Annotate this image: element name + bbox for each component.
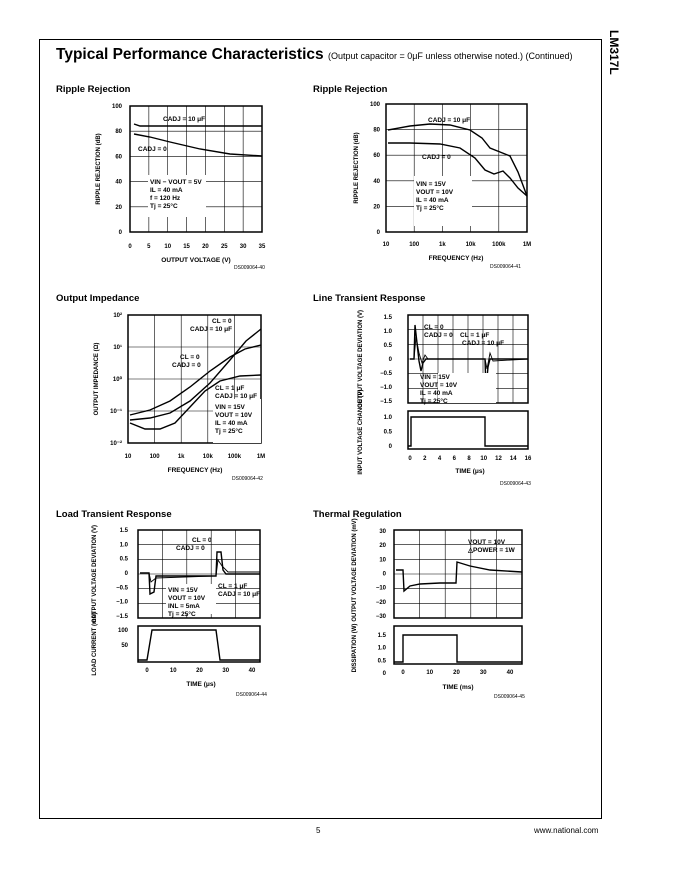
- y-axis-label: OUTPUT IMPEDANCE (Ω): [94, 342, 100, 416]
- annotation: △POWER = 1W: [468, 547, 515, 554]
- y-tick-label: 0: [376, 230, 380, 236]
- footer-url: www.national.com: [534, 826, 599, 835]
- annotation: Tj = 25°C: [215, 428, 243, 435]
- annotation: INL = 5mA: [168, 603, 200, 610]
- annotation: Tj = 25°C: [150, 203, 178, 210]
- y-tick-label: 1.5: [377, 633, 386, 639]
- annotation: CADJ = 0: [424, 332, 453, 339]
- x-tick-label: 35: [258, 244, 266, 250]
- x-tick-label: 14: [509, 456, 517, 462]
- y-tick-label: 0.5: [119, 556, 128, 563]
- figure-id: DS009064-41: [490, 264, 521, 270]
- annotation: VOUT = 10V: [468, 539, 506, 546]
- y-axis-label: OUTPUT VOLTAGE DEVIATION (V): [358, 310, 364, 408]
- page-number: 5: [316, 826, 321, 835]
- y-tick-label: 1.0: [383, 415, 392, 421]
- y-tick-label: 1.5: [119, 528, 128, 534]
- y-tick-label: 0.5: [383, 343, 392, 349]
- annotation: Tj = 25°C: [168, 611, 196, 618]
- annotation: IL = 40 mA: [150, 187, 183, 194]
- annotation: IL = 40 mA: [416, 197, 449, 204]
- y-tick-label: 1.0: [377, 645, 386, 652]
- thermal-regulation-chart: [310, 518, 550, 712]
- annotation: VIN − VOUT = 5V: [150, 179, 202, 186]
- y-tick-label: 100: [117, 628, 128, 634]
- x-tick-label: 100: [149, 454, 160, 460]
- x-tick-label: 20: [453, 670, 460, 676]
- figure-id: DS009064-40: [234, 265, 265, 271]
- y-tick-label: −1.5: [116, 614, 128, 620]
- line-transient-chart: [310, 305, 550, 495]
- title-note: (Output capacitor = 0μF unless otherwise noted.) (Continued): [327, 51, 573, 61]
- y-tick-label: 20: [115, 204, 122, 211]
- y-tick-label: 100: [111, 104, 122, 110]
- x-tick-label: 2: [423, 456, 427, 462]
- y2-axis-label: LOAD CURRENT (mA): [92, 612, 98, 676]
- x-tick-label: 16: [524, 456, 532, 462]
- annotation: VOUT = 10V: [416, 189, 454, 196]
- y-tick-label: −20: [375, 599, 386, 606]
- y-tick-label: 100: [369, 102, 380, 108]
- y-tick-label: −1.0: [380, 385, 392, 391]
- x-tick-label: 20: [196, 668, 203, 674]
- output-impedance-chart: [50, 305, 290, 485]
- annotation: CADJ = 10 μF: [190, 326, 233, 333]
- y-tick-label: 0: [118, 230, 122, 236]
- figure-id: DS009064-45: [494, 694, 525, 700]
- x-tick-label: 0: [401, 670, 405, 676]
- x-axis-label: TIME (μs): [455, 468, 485, 475]
- y-tick-label: 0: [382, 671, 386, 677]
- x-tick-label: 0: [408, 456, 412, 462]
- y-tick-label: 80: [115, 129, 122, 136]
- annotation: VIN = 15V: [215, 404, 245, 411]
- chart-title: Ripple Rejection: [313, 84, 388, 95]
- y-tick-label: −1.5: [380, 399, 392, 405]
- annotation: Tj = 25°C: [420, 398, 448, 405]
- x-tick-label: 1k: [439, 242, 446, 248]
- y2-axis-label: DISSIPATION (W): [352, 623, 358, 673]
- x-tick-label: 30: [222, 668, 230, 674]
- x-tick-label: 10: [169, 668, 177, 674]
- x-axis-label: OUTPUT VOLTAGE (V): [161, 257, 231, 264]
- y-tick-label: 10: [379, 557, 386, 564]
- x-tick-label: 10k: [465, 242, 476, 248]
- annotation: CADJ = 0: [138, 146, 167, 153]
- chart-title: Thermal Regulation: [313, 509, 402, 520]
- y-tick-label: 0: [382, 571, 386, 578]
- annotation: CL = 1 μF: [460, 332, 490, 339]
- x-tick-label: 40: [248, 668, 256, 674]
- y-tick-label: 0.5: [377, 658, 386, 665]
- x-tick-label: 30: [239, 244, 247, 250]
- x-tick-label: 0: [128, 244, 132, 250]
- y-tick-label: 1.0: [383, 329, 392, 335]
- annotation: CADJ = 0: [422, 154, 451, 161]
- y-tick-label: 40: [373, 178, 380, 185]
- y-tick-label: 40: [115, 179, 122, 186]
- annotation: CADJ = 0: [176, 545, 205, 552]
- annotation: VOUT = 10V: [168, 595, 206, 602]
- annotation: VOUT = 10V: [215, 412, 253, 419]
- x-tick-label: 0: [145, 668, 149, 674]
- y-tick-label: 10⁻¹: [110, 409, 122, 415]
- y-tick-label: −1.0: [116, 599, 128, 606]
- x-axis-label: TIME (ms): [442, 684, 474, 691]
- y-tick-label: 50: [121, 643, 128, 649]
- annotation: f = 120 Hz: [150, 195, 181, 202]
- annotation: CADJ = 0: [172, 362, 201, 369]
- x-axis-label: TIME (μs): [186, 681, 216, 688]
- annotation: CADJ = 10 μF: [428, 117, 471, 124]
- y-tick-label: 60: [115, 154, 122, 161]
- side-part-label: LM317L: [607, 30, 621, 75]
- annotation: VIN = 15V: [420, 374, 450, 381]
- y-tick-label: 0: [388, 444, 392, 450]
- x-tick-label: 100: [409, 242, 420, 248]
- annotation: CL = 0: [180, 354, 200, 361]
- y-tick-label: 10⁰: [112, 377, 122, 383]
- annotation: CL = 0: [424, 324, 444, 331]
- annotation: IL = 40 mA: [215, 420, 248, 427]
- x-axis-label: FREQUENCY (Hz): [167, 467, 223, 474]
- annotation: Tj = 25°C: [416, 205, 444, 212]
- annotation: CL = 1 μF: [218, 583, 248, 590]
- y-tick-label: 0: [388, 357, 392, 363]
- annotation: VIN = 15V: [416, 181, 446, 188]
- y-tick-label: 10¹: [113, 345, 122, 351]
- x-tick-label: 10: [382, 242, 390, 248]
- x-tick-label: 5: [147, 244, 151, 250]
- x-tick-label: 10: [480, 456, 488, 462]
- x-tick-label: 100k: [492, 242, 506, 248]
- annotation: IL = 40 mA: [420, 390, 453, 397]
- y-axis-label: OUTPUT VOLTAGE DEVIATION (V): [92, 525, 98, 623]
- x-tick-label: 100k: [227, 454, 242, 460]
- y2-axis-label: INPUT VOLTAGE CHANGE (V): [358, 389, 364, 475]
- annotation: CADJ = 10 μF: [218, 591, 261, 598]
- y-tick-label: 30: [379, 529, 386, 535]
- x-tick-label: 15: [183, 244, 190, 250]
- chart-title: Output Impedance: [56, 293, 140, 304]
- y-tick-label: 0: [124, 571, 128, 577]
- y-tick-label: 60: [373, 153, 380, 160]
- x-tick-label: 12: [495, 456, 502, 462]
- figure-id: DS009064-42: [232, 476, 263, 482]
- x-tick-label: 1M: [256, 454, 266, 460]
- y-tick-label: −0.5: [380, 371, 392, 377]
- x-tick-label: 30: [479, 670, 487, 676]
- y-tick-label: 10⁻²: [110, 441, 122, 447]
- figure-id: DS009064-44: [236, 692, 267, 698]
- chart-title: Ripple Rejection: [56, 84, 131, 95]
- y-axis-label: RIPPLE REJECTION (dB): [96, 133, 102, 205]
- x-tick-label: 10: [124, 454, 132, 460]
- x-tick-label: 8: [467, 456, 471, 462]
- x-tick-label: 10: [426, 670, 434, 676]
- y-tick-label: 20: [379, 543, 386, 550]
- y-tick-label: 20: [373, 204, 380, 211]
- x-axis-label: FREQUENCY (Hz): [428, 255, 484, 262]
- y-tick-label: −10: [375, 585, 386, 592]
- y-tick-label: 1.0: [119, 542, 128, 549]
- y-tick-label: 1.5: [383, 315, 392, 321]
- annotation: CL = 0: [192, 537, 212, 544]
- x-tick-label: 20: [202, 244, 209, 250]
- annotation: CADJ = 10 μF: [215, 393, 258, 400]
- y-tick-label: 0.5: [383, 429, 392, 436]
- y-tick-label: 10²: [113, 313, 122, 319]
- annotation: CADJ = 10 μF: [163, 116, 206, 123]
- y-tick-label: −0.5: [116, 585, 128, 592]
- ripple-vs-voltage-chart: [50, 96, 290, 276]
- y-tick-label: 80: [373, 127, 380, 134]
- x-tick-label: 4: [437, 456, 442, 462]
- annotation: VOUT = 10V: [420, 382, 458, 389]
- x-tick-label: 10k: [202, 454, 213, 460]
- annotation: CADJ = 10 μF: [462, 340, 505, 347]
- annotation: CL = 1 μF: [215, 385, 245, 392]
- chart-title: Line Transient Response: [313, 293, 426, 304]
- chart-title: Load Transient Response: [56, 509, 172, 520]
- annotation: CL = 0: [212, 318, 232, 325]
- x-tick-label: 25: [220, 244, 228, 250]
- x-tick-label: 10: [164, 244, 172, 250]
- load-transient-chart: [50, 522, 290, 712]
- figure-id: DS009064-43: [500, 481, 531, 487]
- x-tick-label: 6: [452, 456, 456, 462]
- ripple-vs-frequency-chart: [310, 96, 550, 276]
- page-title: Typical Performance Characteristics (Output capacitor = 0μF unless otherwise noted.) (Continued): [56, 46, 573, 63]
- x-tick-label: 40: [506, 670, 514, 676]
- y-axis-label: OUTPUT VOLTAGE DEVIATION (mV): [352, 518, 358, 622]
- y-axis-label: RIPPLE REJECTION (dB): [354, 132, 360, 204]
- x-tick-label: 1M: [522, 242, 532, 248]
- annotation: VIN = 15V: [168, 587, 198, 594]
- x-tick-label: 1k: [177, 454, 185, 460]
- y-tick-label: −30: [375, 614, 386, 620]
